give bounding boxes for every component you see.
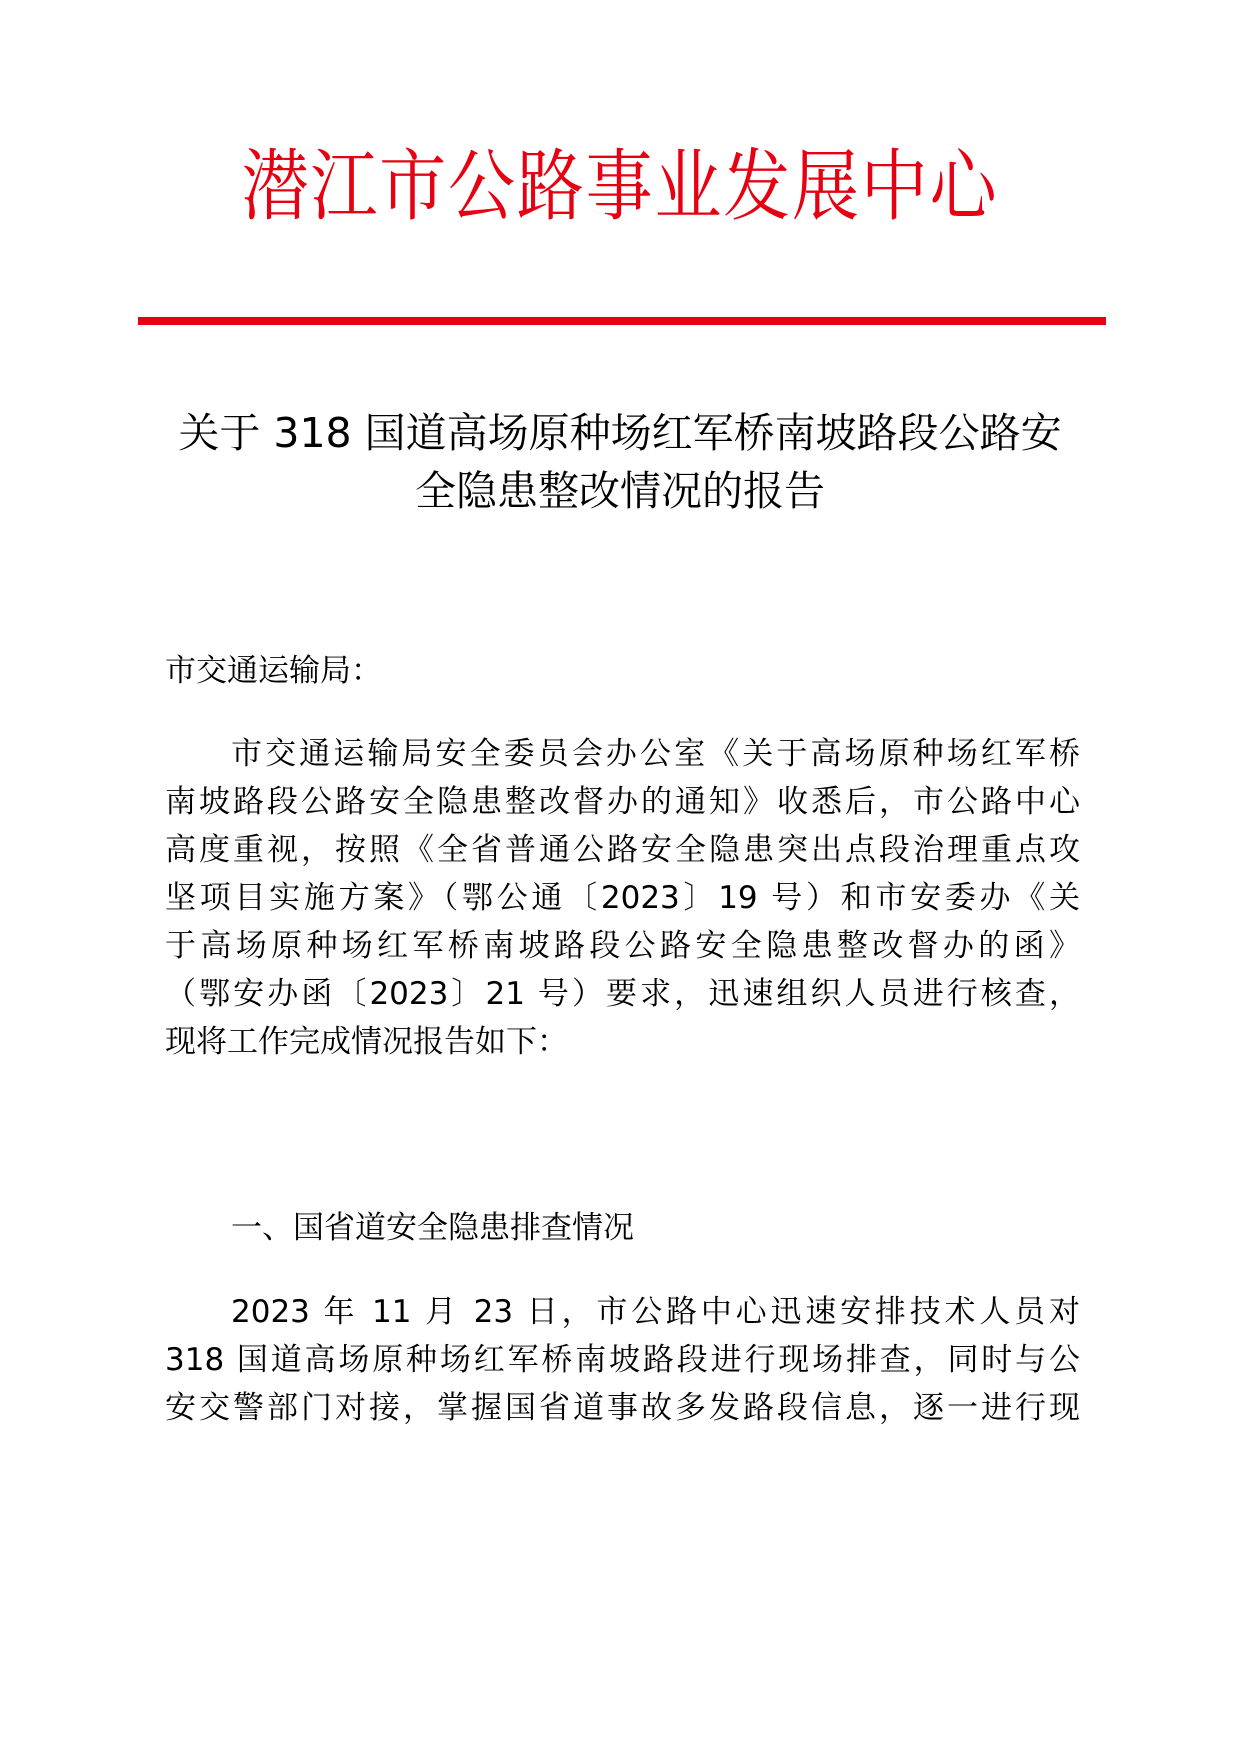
- masthead-red-rule: [138, 317, 1106, 325]
- salutation: [165, 647, 1080, 695]
- title-line-2: 全隐患整改情况的报告: [415, 467, 825, 515]
- salutation-text: 市交通运输局：: [165, 653, 382, 689]
- paragraph-1-line: 坚项目实施方案》（鄂公通〔2023〕19 号）和市安委办《关: [165, 880, 1080, 916]
- paragraph-2-line: 安交警部门对接，掌握国省道事故多发路段信息，逐一进行现: [165, 1390, 1080, 1426]
- section-1-heading: [165, 1204, 1080, 1252]
- paragraph-1-line: 市交通运输局安全委员会办公室《关于高场原种场红军桥: [231, 736, 1080, 772]
- paragraph-1-line: 于高场原种场红军桥南坡路段公路安全隐患整改督办的函》: [165, 928, 1080, 964]
- paragraph-1: [165, 730, 1080, 1066]
- masthead-organization-name: 潜江市公路事业发展中心: [241, 142, 999, 232]
- paragraph-1-line: 高度重视，按照《全省普通公路安全隐患突出点段治理重点攻: [165, 832, 1080, 868]
- paragraph-1-line: 现将工作完成情况报告如下：: [165, 1024, 568, 1060]
- document-title: [140, 404, 1100, 520]
- title-line-1: 关于 318 国道高场原种场红军桥南坡路段公路安: [178, 409, 1062, 457]
- section-1-heading-text: 一、国省道安全隐患排查情况: [231, 1210, 634, 1246]
- paragraph-2: [165, 1288, 1080, 1432]
- paragraph-1-line: 南坡路段公路安全隐患整改督办的通知》收悉后，市公路中心: [165, 784, 1080, 820]
- paragraph-2-line: 2023 年 11 月 23 日，市公路中心迅速安排技术人员对: [231, 1294, 1080, 1330]
- paragraph-1-line: （鄂安办函〔2023〕21 号）要求，迅速组织人员进行核查，: [165, 976, 1080, 1012]
- paragraph-2-line: 318 国道高场原种场红军桥南坡路段进行现场排查，同时与公: [165, 1342, 1080, 1378]
